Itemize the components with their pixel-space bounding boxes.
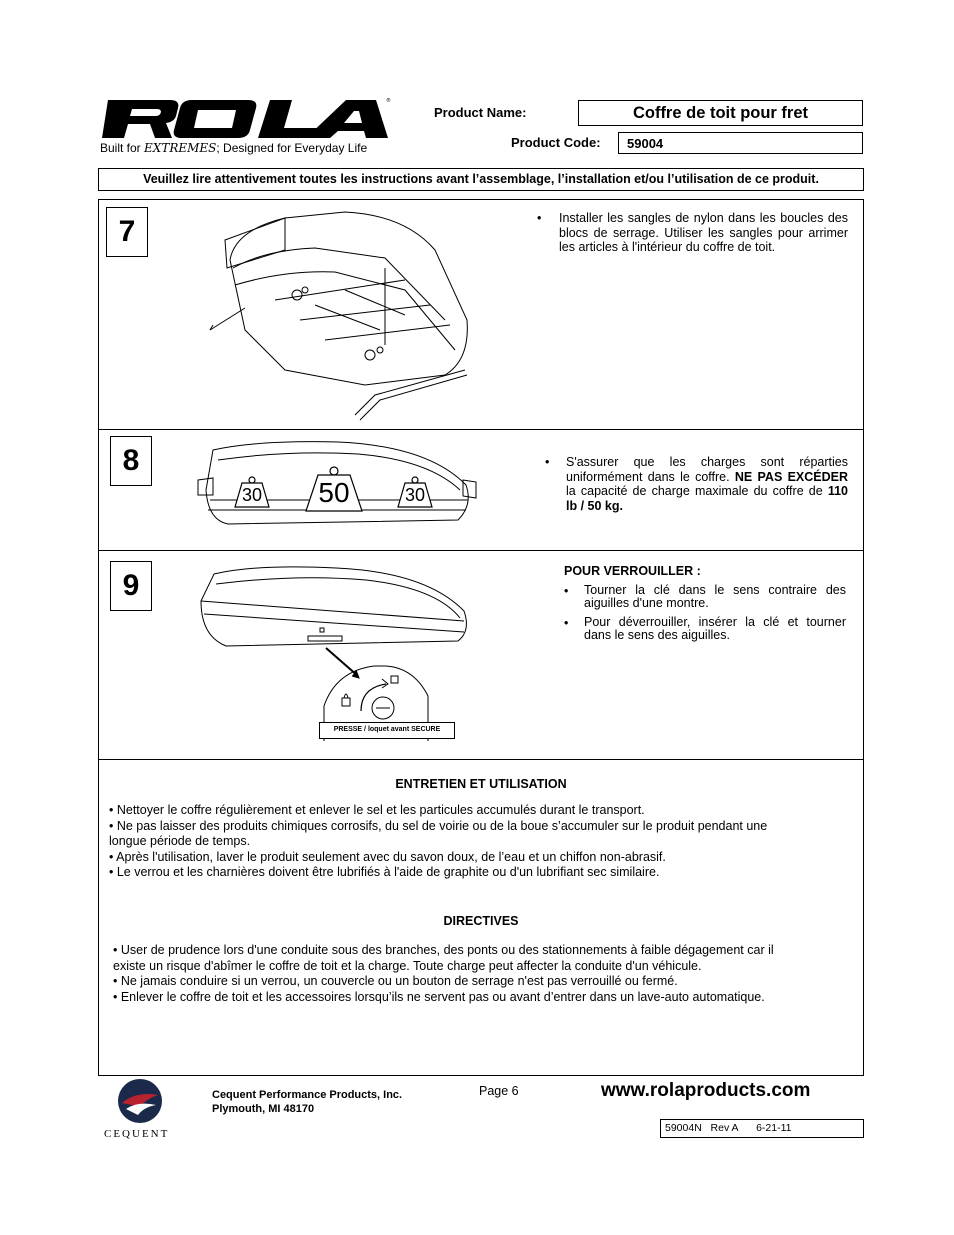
step-9-bullet-1-marker: • [564, 584, 569, 598]
cequent-logo-icon [116, 1077, 164, 1130]
cequent-wordmark: CEQUENT [104, 1128, 170, 1140]
doc-number: 59004N [665, 1122, 702, 1134]
step-7-number: 7 [106, 207, 148, 257]
weight-30-right-label: 30 [404, 485, 426, 505]
product-code-label: Product Code: [511, 135, 601, 150]
maintenance-body [109, 803, 849, 881]
maintenance-line: • Ne pas laisser des produits chimiques corrosifs, du sel de voirie ou de la boue s’accumuler sur le produit pendant une [109, 818, 768, 833]
step-7-text: Installer les sangles de nylon dans les boucles des blocs de serrage. Utiliser les sangles pour arrimer les articles à l'intérieur du coffre de toit. [559, 211, 848, 254]
product-code-value: 59004 [618, 132, 863, 154]
revision-date: 6-21-11 [756, 1122, 792, 1134]
product-name-label: Product Name: [434, 105, 527, 120]
svg-text:®: ® [386, 98, 391, 104]
weight-30-left-label: 30 [241, 485, 263, 505]
step-9-bullet-1: Tourner la clé dans le sens contraire des aiguilles d'une montre. [584, 583, 846, 610]
step-8-bullet-marker: • [545, 455, 550, 469]
maintenance-title: ENTRETIEN ET UTILISATION [395, 777, 567, 791]
divider-step-9 [98, 759, 864, 760]
step-8-text: S'assurer que les charges sont réparties uniformément dans le coffre. NE PAS EXCÉDER la capacité de charge maximale du coffre de 110 lb / 50 kg. [566, 455, 848, 513]
brand-tagline: Built for EXTREMES; Designed for Everyday Life [100, 141, 368, 155]
maintenance-line: longue période de temps. [109, 834, 251, 848]
directives-title: DIRECTIVES [443, 914, 519, 928]
step-9-number: 9 [110, 561, 152, 611]
directives-line: • Ne jamais conduire si un verrou, un couvercle ou un bouton de serrage n'est pas verrouillé ou fermé. [113, 974, 678, 988]
product-name-value: Coffre de toit pour fret [578, 100, 863, 126]
maintenance-line: • Nettoyer le coffre régulièrement et enlever le sel et les particules accumulés durant le transport. [109, 803, 645, 817]
step-7-illustration [205, 210, 475, 430]
maintenance-line: • Le verrou et les charnières doivent être lubrifiés à l'aide de graphite ou d'un lubrifiant sec similaire. [109, 865, 660, 879]
rola-logo [100, 96, 392, 142]
directives-line: existe un risque d'abîmer le coffre de toit et la charge. Toute charge peut affecter la conduite d'un véhicule. [113, 958, 702, 973]
weight-50-label: 50 [318, 477, 350, 508]
company-city: Plymouth, MI 48170 [212, 1103, 315, 1115]
warning-banner: Veuillez lire attentivement toutes les instructions avant l’assemblage, l’installation et/ou l’utilisation de ce produit. [98, 168, 864, 191]
company-address [212, 1088, 402, 1116]
step-9-bullet-2-marker: • [564, 616, 569, 630]
directives-body [113, 943, 853, 1005]
page-number: Page 6 [479, 1084, 519, 1098]
revision-box [660, 1119, 864, 1138]
step-9-bullet-2: Pour déverrouiller, insérer la clé et tourner dans le sens des aiguilles. [584, 615, 846, 642]
revision: Rev A [710, 1122, 739, 1134]
step-7-bullet-marker: • [537, 211, 542, 225]
divider-step-8 [98, 550, 864, 551]
directives-line: • Enlever le coffre de toit et les accessoires lorsqu’ils ne servent pas ou avant d’entrer dans un lave-auto automatique. [113, 989, 765, 1004]
tagline-extremes: EXTREMES [144, 141, 217, 155]
step-8-number: 8 [110, 436, 152, 486]
website-url[interactable]: www.rolaproducts.com [601, 1080, 811, 1101]
directives-line: • User de prudence lors d'une conduite sous des branches, des ponts ou des stationnements à faible dégagement car il [113, 943, 774, 957]
maintenance-line: • Après l'utilisation, laver le produit seulement avec du savon doux, de l’eau et un chiffon non-abrasif. [109, 849, 666, 864]
step-9-heading: POUR VERROUILLER : [564, 564, 701, 578]
company-name: Cequent Performance Products, Inc. [212, 1089, 403, 1101]
lock-caption: PRESSE / loquet avant SECURE [319, 722, 455, 739]
